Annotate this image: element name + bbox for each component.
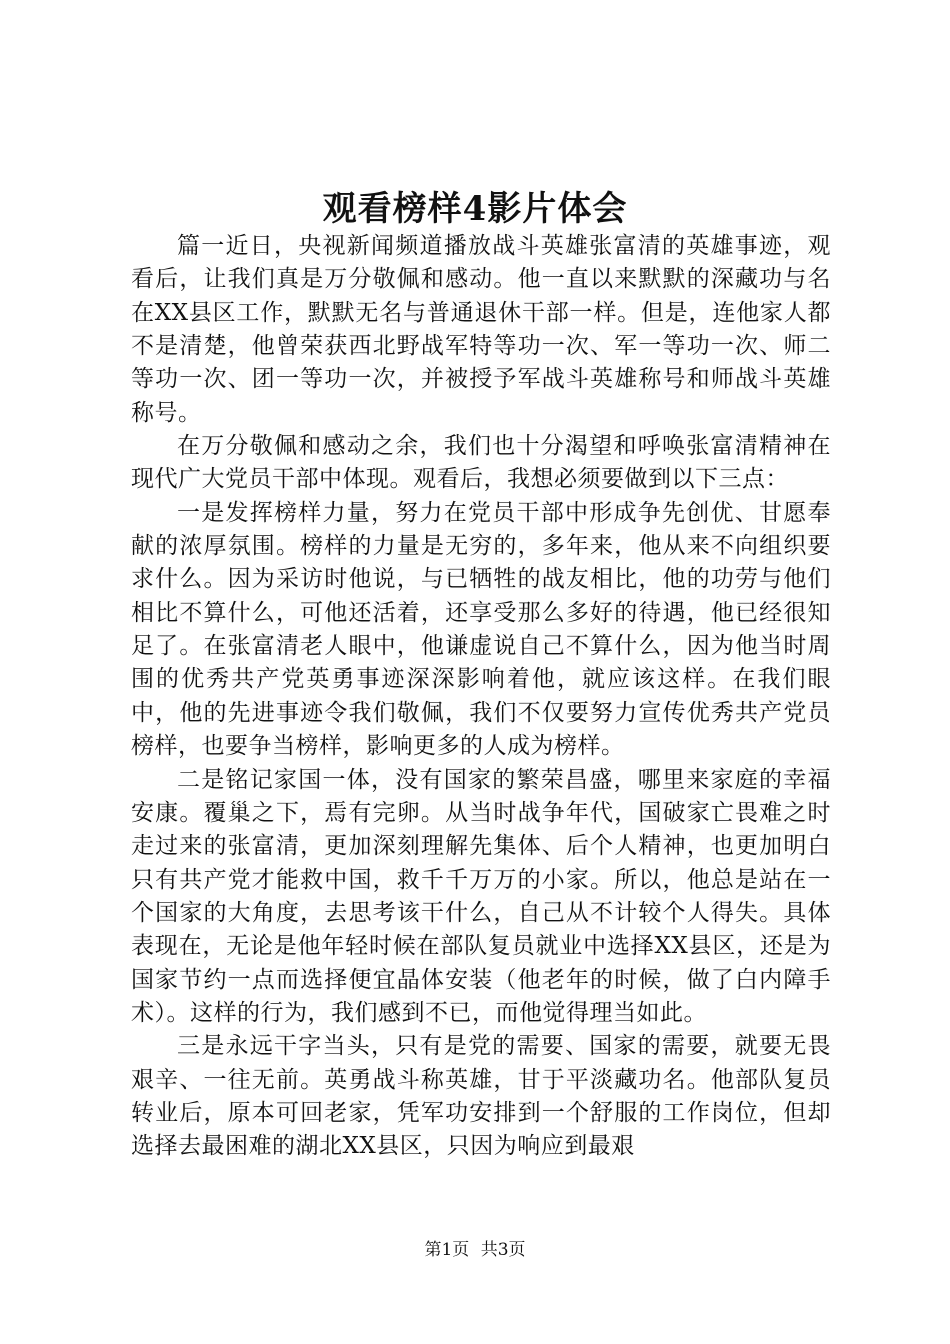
paragraph-4: 二是铭记家国一体，没有国家的繁荣昌盛，哪里来家庭的幸福安康。覆巢之下，焉有完卵。从当时战争年代，国破家亡畏难之时走过来的张富清，更加深刻理解先集体、后个人精神，也更加明白只有共产党才能救中国，救千千万万的小家。所以，他总是站在一个国家的大角度，去思考该干什么，自己从不计较个人得失。具体表现在，无论是他年轻时候在部队复员就业中选择XX县区，还是为国家节约一点而选择便宜晶体安装（他老年的时候，做了白内障手术）。这样的行为，我们感到不已，而他觉得理当如此。: [131, 766, 831, 1026]
document-body: [131, 230, 831, 1164]
page-total: 共3页: [480, 1240, 526, 1260]
paragraph-2: 在万分敬佩和感动之余，我们也十分渴望和呼唤张富清精神在现代广大党员干部中体现。观看后，我想必须要做到以下三点：: [131, 433, 831, 493]
document-title: 观看榜样4影片体会: [322, 189, 628, 229]
paragraph-5: 三是永远干字当头，只有是党的需要、国家的需要，就要无畏艰辛、一往无前。英勇战斗称英雄，甘于平淡藏功名。他部队复员转业后，原本可回老家，凭军功安排到一个舒服的工作岗位，但却选择去最困难的湖北XX县区，只因为响应到最艰: [131, 1033, 831, 1160]
paragraph-1: 篇一近日，央视新闻频道播放战斗英雄张富清的英雄事迹，观看后，让我们真是万分敬佩和感动。他一直以来默默的深藏功与名在XX县区工作，默默无名与普通退休干部一样。但是，连他家人都不是清楚，他曾荣获西北野战军特等功一次、军一等功一次、师二等功一次、团一等功一次，并被授予军战斗英雄称号和师战斗英雄称号。: [131, 233, 831, 426]
page-footer: [0, 1238, 950, 1262]
page-number: 第1页: [424, 1240, 470, 1260]
paragraph-3: 一是发挥榜样力量，努力在党员干部中形成争先创优、甘愿奉献的浓厚氛围。榜样的力量是无穷的，多年来，他从来不向组织要求什么。因为采访时他说，与已牺牲的战友相比，他的功劳与他们相比不算什么，可他还活着，还享受那么多好的待遇，他已经很知足了。在张富清老人眼中，他谦虚说自己不算什么，因为他当时周围的优秀共产党英勇事迹深深影响着他，就应该这样。在我们眼中，他的先进事迹令我们敬佩，我们不仅要努力宣传优秀共产党员榜样，也要争当榜样，影响更多的人成为榜样。: [131, 499, 831, 760]
